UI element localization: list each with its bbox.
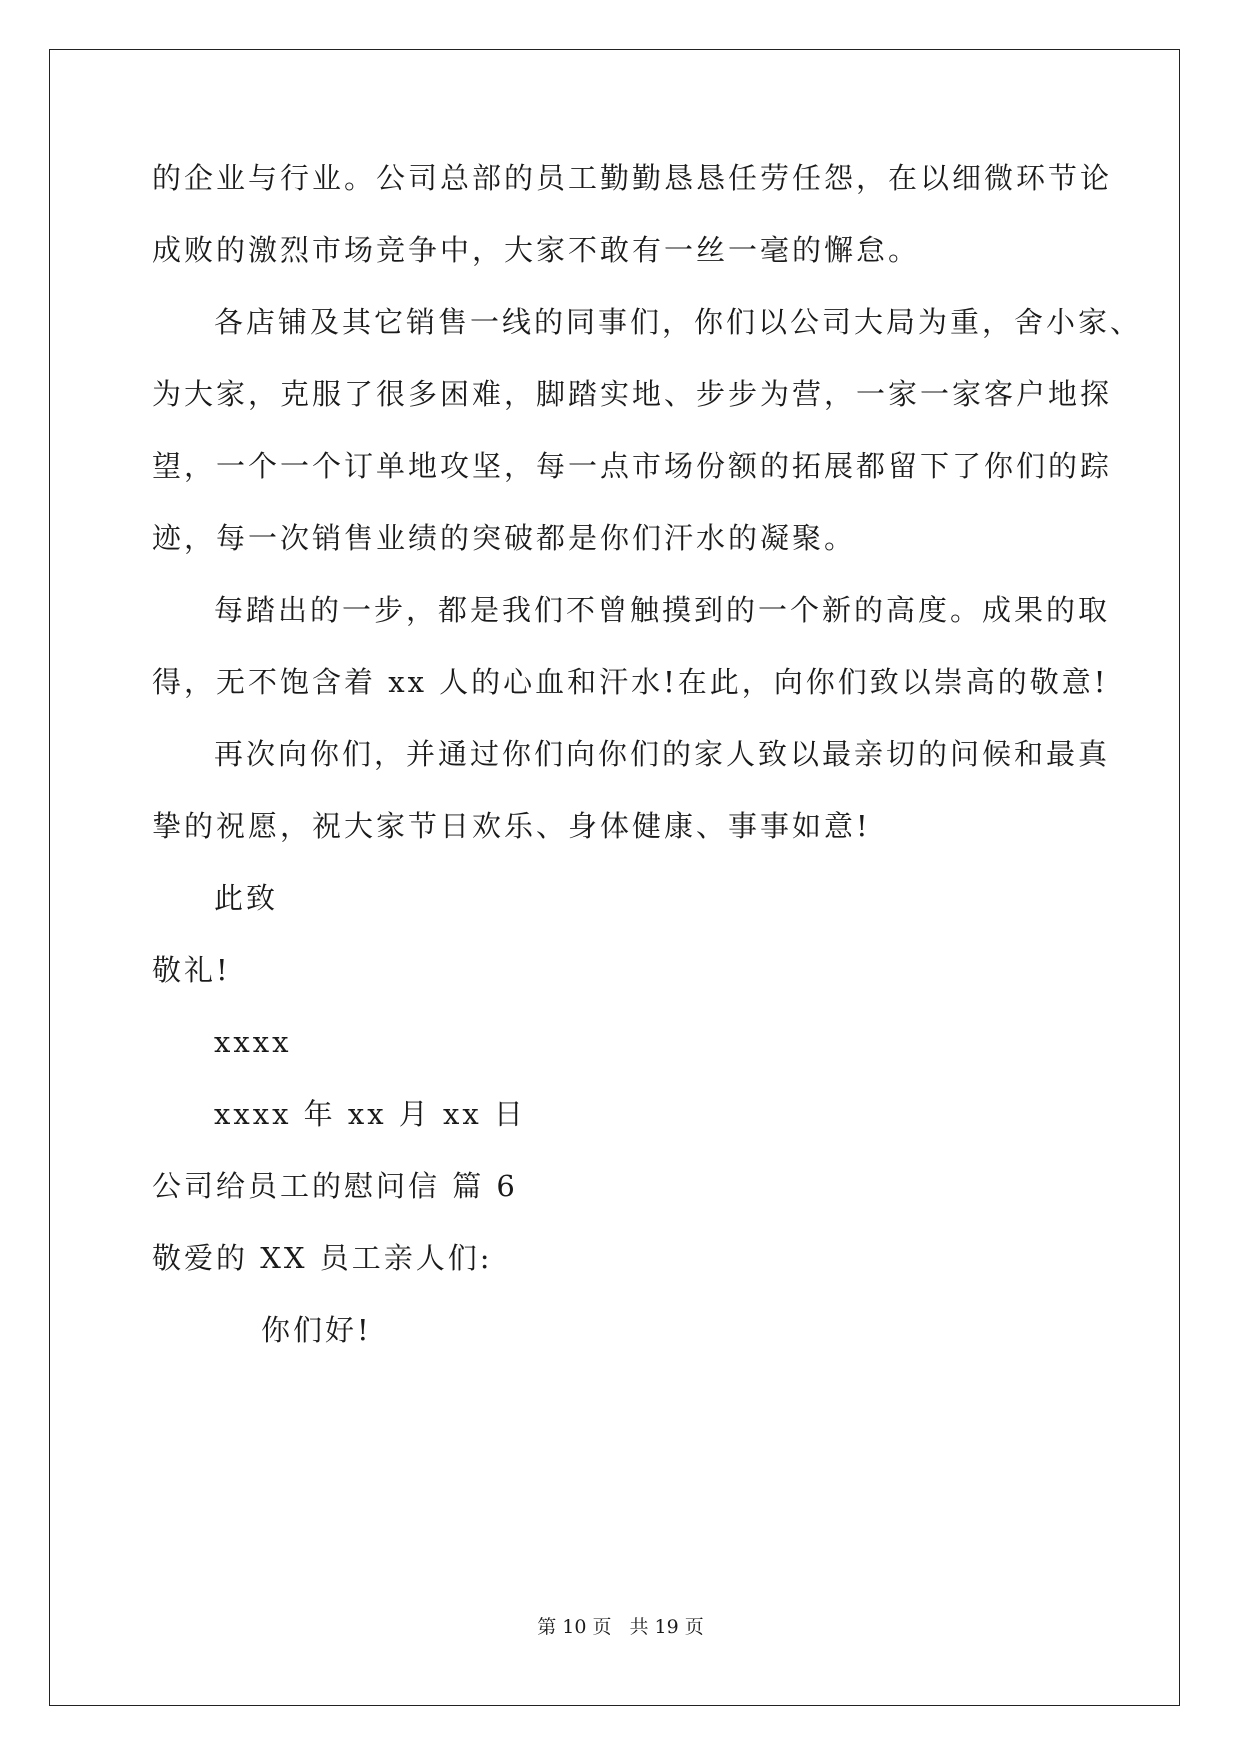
signature-line: xxxx xyxy=(214,1025,292,1059)
section-heading: 公司给员工的慰问信 篇 6 xyxy=(152,1169,518,1203)
paragraph-line: 迹，每一次销售业绩的突破都是你们汗水的凝聚。 xyxy=(152,521,857,555)
paragraph-line: 成败的激烈市场竞争中，大家不敢有一丝一毫的懈怠。 xyxy=(152,233,921,267)
paragraph-line: 各店铺及其它销售一线的同事们，你们以公司大局为重，舍小家、 xyxy=(214,305,1143,339)
greeting-line: 你们好! xyxy=(261,1313,372,1347)
paragraph-line: 每踏出的一步，都是我们不曾触摸到的一个新的高度。成果的取 xyxy=(214,593,1111,627)
salutation-line: 敬礼! xyxy=(152,953,231,987)
greeting-line: 敬爱的 XX 员工亲人们: xyxy=(152,1241,493,1275)
paragraph-line: 为大家，克服了很多困难，脚踏实地、步步为营，一家一家客户地探 xyxy=(152,377,1113,411)
page-footer xyxy=(0,1612,1241,1639)
paragraph-line: 望，一个一个订单地攻坚，每一点市场份额的拓展都留下了你们的踪 xyxy=(152,449,1113,483)
paragraph-line: 挚的祝愿，祝大家节日欢乐、身体健康、事事如意! xyxy=(152,809,871,843)
date-line: xxxx 年 xx 月 xx 日 xyxy=(214,1097,526,1131)
page-total: 共 19 页 xyxy=(629,1616,704,1638)
closing-line: 此致 xyxy=(214,881,279,915)
paragraph-line: 得，无不饱含着 xx 人的心血和汗水!在此，向你们致以崇高的敬意! xyxy=(152,665,1109,699)
paragraph-line: 的企业与行业。公司总部的员工勤勤恳恳任劳任怨，在以细微环节论 xyxy=(152,161,1113,195)
paragraph-line: 再次向你们，并通过你们向你们的家人致以最亲切的问候和最真 xyxy=(214,737,1111,771)
page-number: 第 10 页 xyxy=(537,1616,612,1638)
